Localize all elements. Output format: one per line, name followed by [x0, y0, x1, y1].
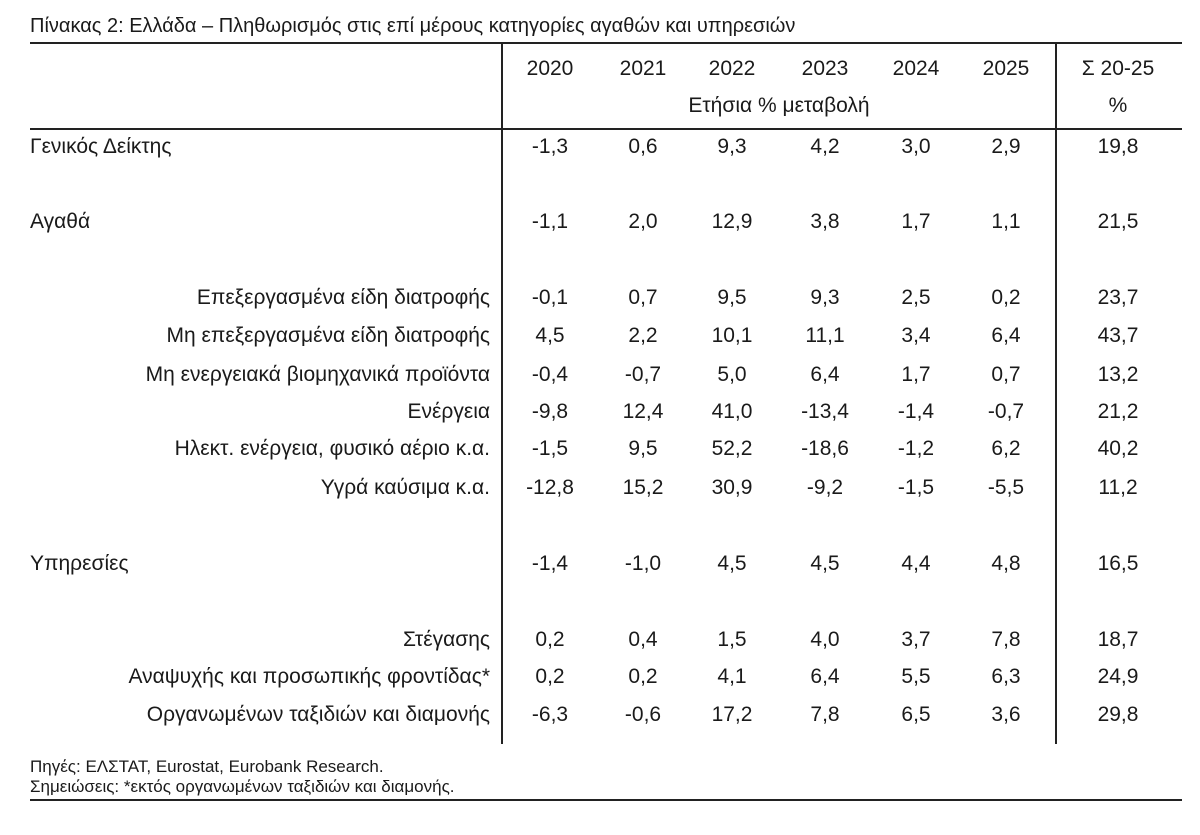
row-label: Αγαθά	[30, 210, 91, 233]
year-header: 2022	[708, 57, 756, 80]
table-cell: 4,5	[535, 324, 565, 347]
table-cell: 12,9	[711, 210, 753, 233]
table-cell: -12,8	[526, 476, 574, 499]
year-header: 2021	[619, 57, 667, 80]
table-cell: 3,7	[901, 628, 931, 651]
table-cell: -18,6	[801, 437, 849, 460]
table-cell: -1,4	[531, 552, 569, 575]
table-cell: 0,2	[535, 628, 565, 651]
table-cell: 9,5	[717, 286, 747, 309]
table-cell: 3,0	[901, 135, 931, 158]
table-cell: -0,1	[531, 286, 569, 309]
table-cell: -5,5	[987, 476, 1025, 499]
sum-cell: 11,2	[1098, 476, 1138, 499]
sum-cell: 24,9	[1097, 665, 1139, 688]
table-cell: 5,0	[717, 363, 747, 386]
sum-cell: 21,2	[1097, 400, 1139, 423]
table-cell: 4,0	[810, 628, 840, 651]
sum-header: Σ 20-25	[1081, 57, 1155, 80]
row-label: Επεξεργασμένα είδη διατροφής	[196, 286, 490, 309]
table-cell: 6,4	[810, 665, 840, 688]
table-cell: 41,0	[711, 400, 753, 423]
table-cell: 9,5	[628, 437, 658, 460]
table-cell: 3,8	[810, 210, 840, 233]
table-cell: -1,5	[531, 437, 569, 460]
row-label: Στέγασης	[402, 628, 490, 651]
table-cell: 2,2	[628, 324, 658, 347]
rule-header	[30, 128, 1182, 130]
year-header: 2020	[526, 57, 574, 80]
sources-note: Πηγές: ΕΛΣΤΑΤ, Eurostat, Eurobank Research.	[30, 757, 384, 776]
table-cell: 5,5	[901, 665, 931, 688]
table-cell: 3,6	[991, 703, 1021, 726]
row-label: Υπηρεσίες	[30, 552, 129, 575]
table-cell: 0,6	[628, 135, 658, 158]
row-label: Μη ενεργειακά βιομηχανικά προϊόντα	[145, 363, 490, 386]
table-cell: -9,2	[806, 476, 844, 499]
table-cell: 15,2	[622, 476, 664, 499]
table-cell: -0,6	[624, 703, 662, 726]
table-cell: 7,8	[991, 628, 1021, 651]
table-cell: 4,2	[810, 135, 840, 158]
table-cell: 6,5	[901, 703, 931, 726]
row-label: Μη επεξεργασμένα είδη διατροφής	[166, 324, 490, 347]
table-cell: 4,1	[717, 665, 747, 688]
table-cell: 6,3	[991, 665, 1021, 688]
table-cell: 12,4	[622, 400, 664, 423]
table-cell: 2,5	[901, 286, 931, 309]
table-cell: 2,0	[628, 210, 658, 233]
table-cell: 6,2	[991, 437, 1021, 460]
sum-cell: 16,5	[1097, 552, 1139, 575]
sum-cell: 43,7	[1097, 324, 1139, 347]
row-label: Οργανωμένων ταξιδιών και διαμονής	[146, 703, 490, 726]
table-cell: -1,1	[531, 210, 569, 233]
table-cell: -1,3	[531, 135, 569, 158]
table-cell: 1,7	[901, 210, 931, 233]
table-cell: 30,9	[711, 476, 753, 499]
table-cell: 9,3	[810, 286, 840, 309]
table-cell: 17,2	[711, 703, 753, 726]
table-cell: -9,8	[531, 400, 569, 423]
divider-sum	[1055, 42, 1057, 744]
table-cell: 4,5	[810, 552, 840, 575]
table-title: Πίνακας 2: Ελλάδα – Πληθωρισμός στις επί μέρους κατηγορίες αγαθών και υπηρεσιών	[30, 15, 796, 37]
table-cell: 0,2	[628, 665, 658, 688]
table-cell: -6,3	[531, 703, 569, 726]
row-label: Γενικός Δείκτης	[30, 135, 172, 158]
table-cell: 4,8	[991, 552, 1021, 575]
table-cell: 0,7	[628, 286, 658, 309]
table-cell: -1,5	[897, 476, 935, 499]
table-cell: -1,4	[897, 400, 935, 423]
table-cell: 7,8	[810, 703, 840, 726]
table-cell: -13,4	[801, 400, 849, 423]
table-cell: 1,1	[991, 210, 1021, 233]
table-cell: 0,2	[991, 286, 1021, 309]
row-label: Υγρά καύσιμα κ.α.	[320, 476, 490, 499]
table-cell: 4,4	[901, 552, 931, 575]
table-cell: 0,4	[628, 628, 658, 651]
row-label: Αναψυχής και προσωπικής φροντίδας*	[128, 665, 490, 688]
table-cell: -0,7	[624, 363, 662, 386]
year-header: 2025	[982, 57, 1030, 80]
table-cell: 6,4	[810, 363, 840, 386]
row-label: Ενέργεια	[407, 400, 490, 423]
table-cell: 52,2	[711, 437, 753, 460]
table-cell: 1,5	[717, 628, 747, 651]
table-cell: -1,2	[897, 437, 935, 460]
divider-labels	[501, 42, 503, 744]
table-cell: -0,7	[987, 400, 1025, 423]
unit-label: Ετήσια % μεταβολή	[688, 94, 870, 117]
table-cell: 11,1	[805, 324, 845, 347]
sum-cell: 29,8	[1097, 703, 1139, 726]
remarks-note: Σημειώσεις: *εκτός οργανωμένων ταξιδιών και διαμονής.	[30, 777, 455, 796]
sum-cell: 23,7	[1097, 286, 1139, 309]
table-cell: 1,7	[901, 363, 931, 386]
table-cell: 10,1	[711, 324, 753, 347]
table-cell: -0,4	[531, 363, 569, 386]
rule-bottom	[30, 799, 1182, 801]
sum-cell: 21,5	[1097, 210, 1139, 233]
sum-cell: 13,2	[1097, 363, 1139, 386]
rule-top	[30, 42, 1182, 44]
sum-unit-label: %	[1108, 94, 1128, 117]
table-cell: -1,0	[624, 552, 662, 575]
sum-cell: 19,8	[1097, 135, 1139, 158]
table-cell: 6,4	[991, 324, 1021, 347]
year-header: 2024	[892, 57, 940, 80]
sum-cell: 18,7	[1097, 628, 1139, 651]
row-label: Ηλεκτ. ενέργεια, φυσικό αέριο κ.α.	[174, 437, 490, 460]
table-cell: 4,5	[717, 552, 747, 575]
table-cell: 9,3	[717, 135, 747, 158]
table-cell: 0,2	[535, 665, 565, 688]
table-cell: 2,9	[991, 135, 1021, 158]
sum-cell: 40,2	[1097, 437, 1139, 460]
year-header: 2023	[801, 57, 849, 80]
table-cell: 0,7	[991, 363, 1021, 386]
table-cell: 3,4	[901, 324, 931, 347]
